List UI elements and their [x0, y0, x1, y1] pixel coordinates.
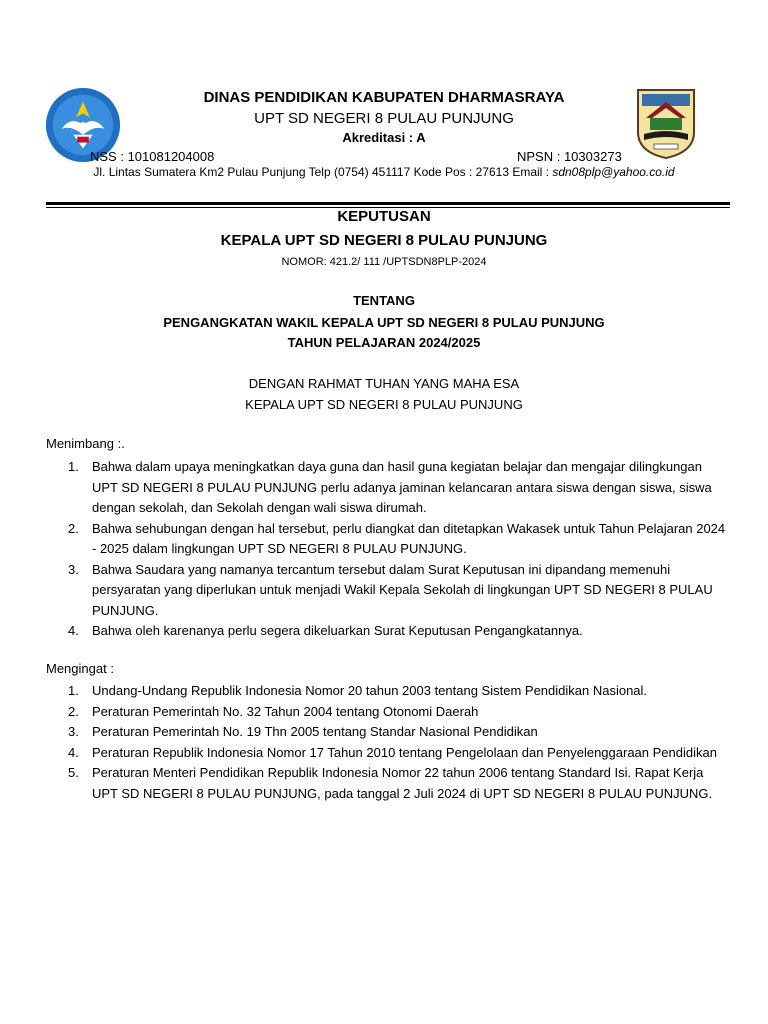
- about-label: TENTANG: [353, 293, 415, 308]
- email-address: sdn08plp@yahoo.co.id: [552, 165, 675, 179]
- remembering-label: Mengingat :: [46, 661, 114, 676]
- academic-year: TAHUN PELAJARAN 2024/2025: [287, 335, 481, 350]
- list-item: 5. Peraturan Menteri Pendidikan Republik Indonesia Nomor 22 tahun 2006 tentang Standard Isi. Rapat Kerja UPT SD NEGERI 8 PULAU PUNJUNG, pada tanggal 2 Juli 2024 di UPT SD NEGERI 8 PULAU PUNJUNG.: [68, 765, 713, 801]
- remembering-list: [46, 681, 726, 804]
- nss-number: NSS : 101081204008: [90, 149, 215, 164]
- invocation-issuer: KEPALA UPT SD NEGERI 8 PULAU PUNJUNG: [245, 397, 523, 412]
- address-line: [0, 165, 768, 179]
- considering-label: Menimbang :.: [46, 436, 125, 451]
- list-item: 3. Peraturan Pemerintah No. 19 Thn 2005 tentang Standar Nasional Pendidikan: [68, 724, 538, 739]
- letterhead-rule-thick: [46, 202, 730, 205]
- list-item: 1. Undang-Undang Republik Indonesia Nomor 20 tahun 2003 tentang Sistem Pendidikan Nasional.: [68, 683, 648, 698]
- list-item: 4. Bahwa oleh karenanya perlu segera dikeluarkan Surat Keputusan Pengangkatannya.: [68, 623, 583, 638]
- list-item: 4. Peraturan Republik Indonesia Nomor 17 Tahun 2010 tentang Pengelolaan dan Penyelenggaraan Pendidikan: [68, 744, 717, 760]
- list-item: 2. Bahwa sehubungan dengan hal tersebut, perlu diangkat dan ditetapkan Wakasek untuk Tahun Pelajaran 2024 - 2025 dalam lingkungan UPT SD NEGERI 8 PULAU PUNJUNG.: [68, 520, 726, 556]
- list-item: 3. Bahwa Saudara yang namanya tercantum tersebut dalam Surat Keputusan ini dipandang memenuhi persyaratan yang diperlukan untuk menjadi Wakil Kepala Sekolah di lingkungan UPT SD NEGERI 8 PULAU PUNJUNG.: [68, 561, 713, 618]
- npsn-number: NPSN : 10303273: [517, 149, 622, 164]
- accreditation: Akreditasi : A: [342, 130, 426, 145]
- considering-list: [46, 457, 726, 642]
- decree-subject: PENGANGKATAN WAKIL KEPALA UPT SD NEGERI 8 PULAU PUNJUNG: [163, 315, 605, 330]
- invocation: DENGAN RAHMAT TUHAN YANG MAHA ESA: [248, 376, 520, 391]
- list-item: 1. Bahwa dalam upaya meningkatkan daya guna dan hasil guna kegiatan belajar dan mengajar dilingkungan UPT SD NEGERI 8 PULAU PUNJUNG perlu adanya jaminan kelancaran antara siswa dengan siswa, siswa dengan sekolah, dan Sekolah dengan wali siswa dirumah.: [68, 459, 712, 515]
- agency-name: DINAS PENDIDIKAN KABUPATEN DHARMASRAYA: [203, 89, 565, 106]
- school-name: UPT SD NEGERI 8 PULAU PUNJUNG: [254, 110, 514, 127]
- decree-heading: KEPUTUSAN: [337, 208, 431, 225]
- address-text: Jl. Lintas Sumatera Km2 Pulau Punjung Telp (0754) 451117 Kode Pos : 27613 Email :: [93, 165, 553, 179]
- decree-issuer: KEPALA UPT SD NEGERI 8 PULAU PUNJUNG: [220, 232, 548, 249]
- list-item: 2. Peraturan Pemerintah No. 32 Tahun 2004 tentang Otonomi Daerah: [68, 703, 479, 719]
- decree-number: NOMOR: 421.2/ 111 /UPTSDN8PLP-2024: [281, 256, 487, 268]
